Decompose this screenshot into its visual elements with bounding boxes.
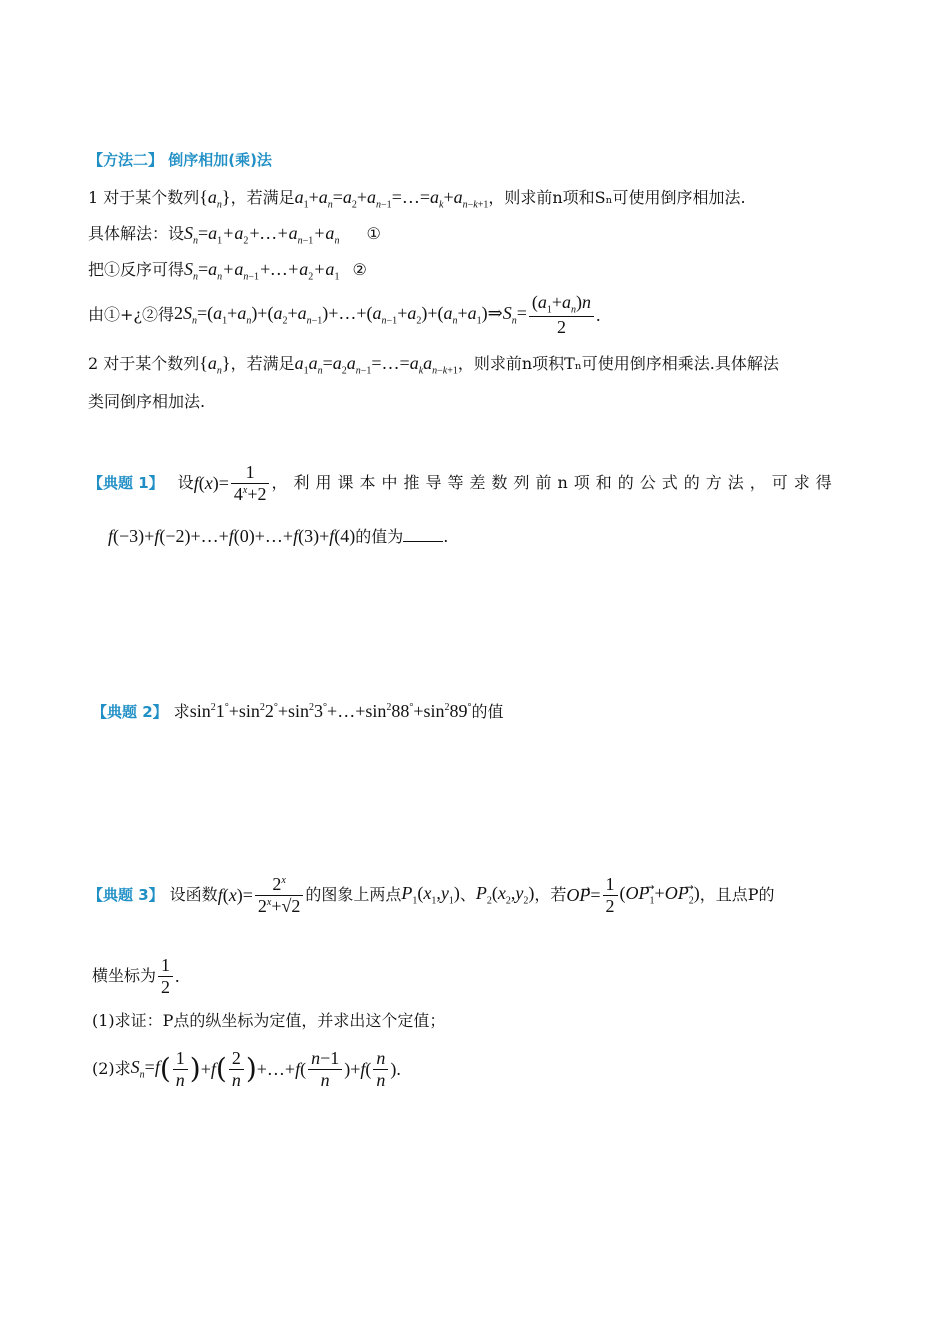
paren: (: [159, 1052, 171, 1086]
formula: $\{a_n\}$: [199, 187, 231, 211]
fraction: $\frac{2^x}{2^x+√2}$: [255, 874, 303, 916]
example-label: 【典题 3】: [88, 885, 164, 904]
example-label: 【典题 2】: [92, 703, 168, 721]
fraction: $\frac{2}{n}$: [229, 1048, 244, 1090]
example-3-line-2: 横坐标为 $\frac{1}{2}$ .: [92, 955, 180, 997]
example-2: [92, 702, 504, 720]
formula: $2S_n=(a_1+a_n)+(a_2+a_{n-1})+\dots+(a_{n-1}+a_2)+(a_n+a_1)\Rightarrow S_n=$: [174, 302, 527, 327]
method-paragraph-4: 由①+¿②得$2S_n=(a_1+a_n)+(a_2+a_{n-1})+\dots+(a_{n-1}+a_2)+(a_n+a_1)\Rightarrow S_n=$ $\frac{(a_1+a_n)n}{2}$ .: [88, 292, 601, 338]
text: 设函数: [169, 885, 218, 905]
text: ，利用课本中推导等差数列前n项和的公式的方法，可求得: [271, 473, 838, 493]
text: (2)求: [92, 1059, 131, 1079]
method-paragraph-6: 类同倒序相加法.: [88, 392, 206, 411]
formula: $\sin^21^\circ+\sin^22^\circ+\sin^23^\circ+\dots+\sin^288^\circ+\sin^289^\circ$: [189, 701, 472, 721]
answer-blank[interactable]: [403, 527, 443, 542]
formula: $S_n=a_n+a_{n-1}+\dots+a_2+a_1$: [184, 259, 340, 283]
method-heading: 【方法二】 倒序相加(乘)法: [88, 151, 272, 169]
example-1-line-2: [108, 527, 448, 545]
text: 1 对于某个数列: [88, 188, 200, 207]
text: 的值为: [355, 527, 404, 546]
method-paragraph-2: [88, 224, 381, 247]
text: ，且点P的: [699, 885, 775, 905]
text: ，若满足: [230, 354, 295, 373]
formula: OP⃗=: [566, 885, 601, 906]
formula: $\{a_n\}$: [199, 353, 231, 377]
formula: $(OP_1⃗+OP_2⃗)$: [619, 882, 700, 907]
text: .: [443, 527, 449, 546]
method-paragraph-1: [88, 188, 746, 211]
fraction: $\frac{1}{2}$: [603, 874, 618, 916]
text: 把①反序可得: [88, 260, 185, 279]
formula: f(x)=: [193, 473, 229, 494]
text: ，若: [534, 885, 567, 905]
text: 求: [173, 702, 190, 721]
text: ，若满足: [230, 188, 295, 207]
formula: $P_2(x_2,y_2)$: [475, 882, 535, 907]
text: ，则求前n项积Tₙ可使用倒序相乘法.具体解法: [457, 354, 779, 373]
text: 由①+¿②得: [88, 304, 174, 324]
formula: f(−3)+f(−2)+…+f(0)+…+f(3)+f(4): [108, 526, 356, 546]
method-paragraph-3: [88, 260, 367, 283]
formula: $a_1a_n=a_2a_{n-1}=\dots=a_ka_{n-k+1}$: [294, 353, 458, 377]
formula: $a_1+a_n=a_2+a_{n-1}=\dots=a_k+a_{n-k+1}$: [294, 187, 489, 211]
text: ，则求前n项和Sₙ可使用倒序相加法.: [488, 188, 746, 207]
formula: $P_1(x_1,y_1)$: [401, 882, 460, 907]
fraction: $\frac{(a_1+a_n)n}{2}$: [529, 292, 594, 338]
formula: $S_n=f$: [130, 1056, 160, 1081]
text: 设: [177, 473, 194, 493]
mark: ②: [352, 260, 367, 279]
text: 、: [459, 885, 476, 905]
example-1: [88, 462, 838, 504]
text: 2 对于某个数列: [88, 354, 200, 373]
text: 的值: [471, 702, 504, 721]
fraction: $\frac{n}{n}$: [373, 1048, 388, 1090]
fraction: $\frac{1}{n}$: [173, 1048, 188, 1090]
example-3-question-2: (2)求$S_n=f$( $\frac{1}{n}$ )+f( $\frac{2}{n}$ )+…+f( $\frac{n-1}{n}$ )+f( $\frac{n}{n}$ ).: [92, 1048, 401, 1090]
formula: $S_n=a_1+a_2+\dots+a_{n-1}+a_n$: [184, 223, 340, 247]
text: 的图象上两点: [305, 885, 402, 905]
formula: f(x)=: [217, 885, 253, 906]
mark: ①: [366, 224, 381, 243]
example-3-question-1: (1)求证：P点的纵坐标为定值，并求出这个定值；: [92, 1011, 446, 1030]
text: 具体解法：设: [88, 224, 185, 243]
example-3: [88, 874, 774, 916]
fraction: $\frac{1}{2}$: [158, 955, 173, 997]
example-label: 【典题 1】: [88, 473, 164, 492]
fraction: $\frac{n-1}{n}$: [308, 1048, 342, 1090]
fraction: $\frac{1}{4^x+2}$: [231, 462, 270, 504]
method-paragraph-5: [88, 354, 779, 377]
text: 横坐标为: [92, 966, 157, 986]
